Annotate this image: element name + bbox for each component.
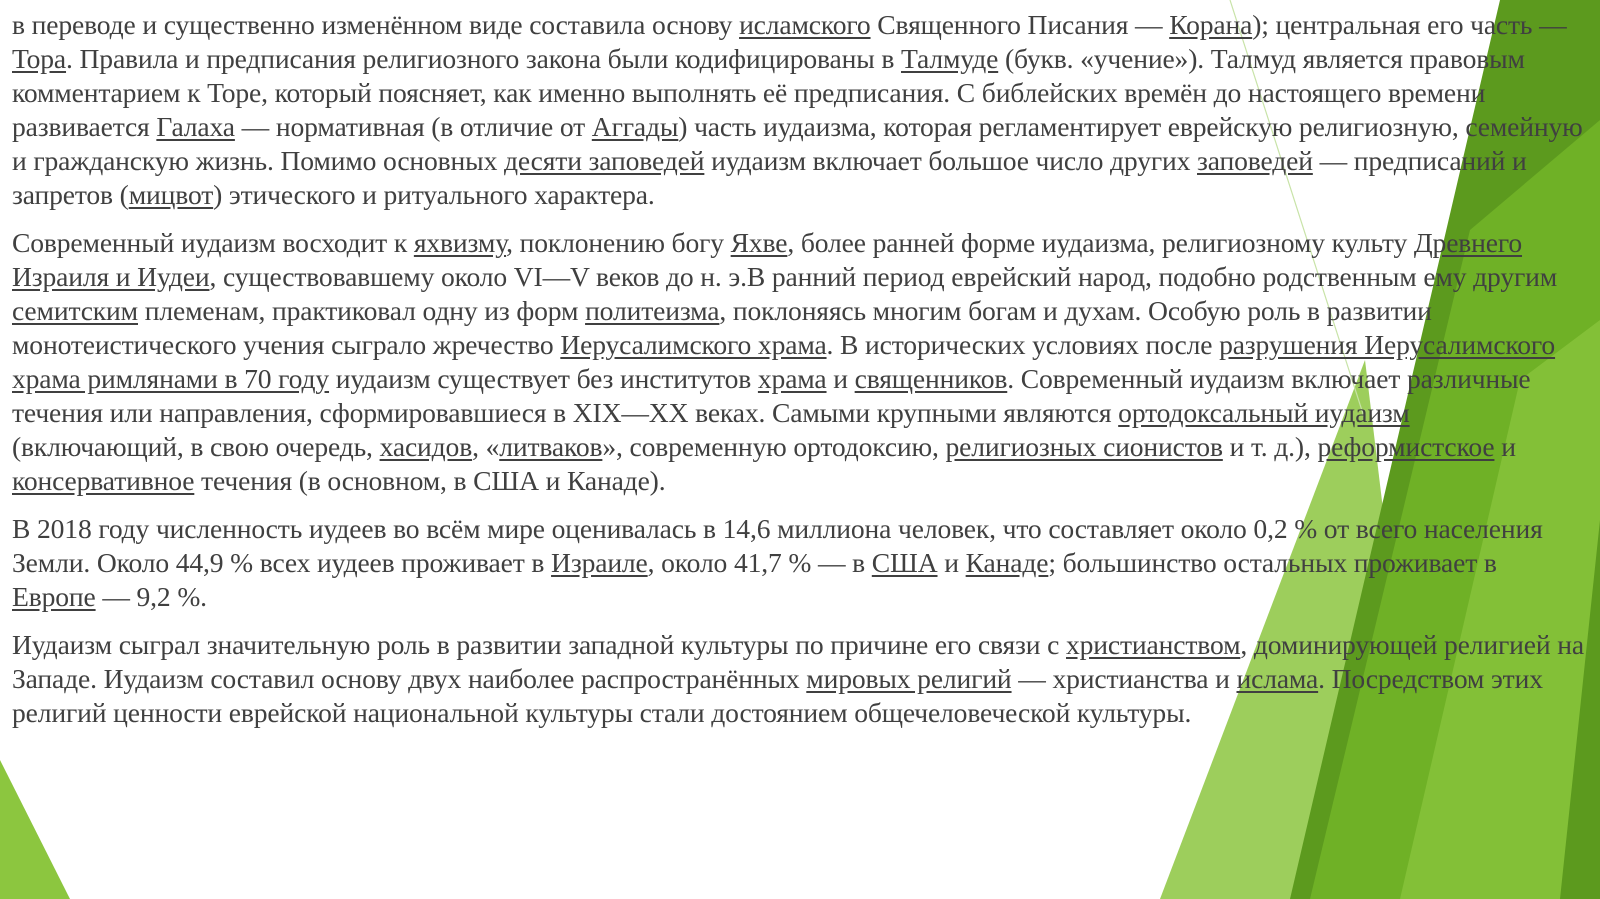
paragraph-4	[12, 628, 1587, 730]
hyperlink[interactable]: Иерусалимского храма	[560, 329, 827, 360]
hyperlink[interactable]: Корана	[1169, 9, 1253, 40]
hyperlink[interactable]: заповедей	[1197, 145, 1313, 176]
hyperlink[interactable]: храма	[757, 363, 827, 394]
text-run: и	[1494, 431, 1516, 462]
text-run: ) часть иудаизма, которая регламентирует еврейскую религиозную, семейную и гражданскую жизнь. Помимо основных	[12, 111, 1583, 176]
text-run: — 9,2 %.	[95, 581, 207, 612]
hyperlink[interactable]: политеизма	[585, 295, 720, 326]
text-run: и	[826, 363, 855, 394]
hyperlink[interactable]: консервативное	[12, 465, 195, 496]
hyperlink[interactable]: мировых религий	[806, 663, 1012, 694]
text-run: и	[937, 547, 966, 578]
hyperlink[interactable]: хасидов	[379, 431, 473, 462]
text-run: . В исторических условиях после	[826, 329, 1220, 360]
text-run: и т. д.),	[1222, 431, 1318, 462]
text-run: , около 41,7 % — в	[647, 547, 872, 578]
hyperlink[interactable]: Яхве	[730, 227, 788, 258]
hyperlink[interactable]: разрушения Иерусалимского храма римлянами в 70 году	[12, 329, 1556, 394]
hyperlink[interactable]: яхвизму	[413, 227, 507, 258]
hyperlink[interactable]: реформистское	[1317, 431, 1495, 462]
text-run: — предписаний и запретов (	[12, 145, 1527, 210]
paragraph-2	[12, 226, 1587, 498]
text-run: иудаизм существует без институтов	[329, 363, 758, 394]
text-run: течения (в основном, в США и Канаде).	[194, 465, 666, 496]
paragraph-3	[12, 512, 1587, 614]
hyperlink[interactable]: десяти заповедей	[503, 145, 705, 176]
hyperlink[interactable]: Талмуде	[901, 43, 999, 74]
text-run: , доминирующей религией на Западе. Иудаизм составил основу двух наиболее распространённых	[12, 629, 1584, 694]
text-run: . Посредством этих религий ценности еврейской национальной культуры стали достоянием общечеловеческой культуры.	[12, 663, 1543, 728]
facet-bottom-left	[0, 760, 70, 899]
text-run: иудаизм включает большое число других	[704, 145, 1198, 176]
hyperlink[interactable]: Канаде	[965, 547, 1049, 578]
hyperlink[interactable]: религиозных сионистов	[945, 431, 1223, 462]
hyperlink[interactable]: христианством	[1066, 629, 1241, 660]
text-run: ); центральная его часть —	[1252, 9, 1567, 40]
paragraph-1	[12, 8, 1587, 212]
text-run: », современную ортодоксию,	[602, 431, 946, 462]
hyperlink[interactable]: Тора	[12, 43, 67, 74]
hyperlink[interactable]: Древнего Израиля и Иудеи	[12, 227, 1523, 292]
text-run: . Современный иудаизм включает различные течения или направления, сформировавшиеся в XIX—XX веках. Самыми крупными являются	[12, 363, 1531, 428]
hyperlink[interactable]: ортодоксальный иудаизм	[1118, 397, 1410, 428]
hyperlink[interactable]: исламского	[739, 9, 871, 40]
hyperlink[interactable]: Европе	[12, 581, 96, 612]
hyperlink[interactable]: мицвот	[128, 179, 214, 210]
text-run: ; большинство остальных проживает в	[1048, 547, 1497, 578]
text-run: Современный иудаизм восходит к	[12, 227, 414, 258]
text-run: (букв. «учение»). Талмуд является правовым комментарием к Торе, который поясняет, как именно выполнять её предписания. С библейских времён до настоящего времени развивается	[12, 43, 1525, 142]
text-run: — христианства и	[1011, 663, 1237, 694]
hyperlink[interactable]: семитским	[12, 295, 138, 326]
hyperlink[interactable]: США	[871, 547, 938, 578]
text-run: — нормативная (в отличие от	[234, 111, 592, 142]
text-run: , существовавшему около VI—V веков до н. э.В ранний период еврейский народ, подобно родственным ему другим	[209, 261, 1558, 292]
text-run: Иудаизм сыграл значительную роль в развитии западной культуры по причине его связи с	[12, 629, 1066, 660]
text-run: , «	[472, 431, 500, 462]
hyperlink[interactable]: священников	[854, 363, 1008, 394]
text-run: В 2018 году численность иудеев во всём мире оценивалась в 14,6 миллиона человек, что составляет около 0,2 % от всего населения Земли. Около 44,9 % всех иудеев проживает в	[12, 513, 1543, 578]
hyperlink[interactable]: ислама	[1236, 663, 1319, 694]
hyperlink[interactable]: Израиле	[551, 547, 648, 578]
text-run: , поклонению богу	[506, 227, 731, 258]
text-run: в переводе и существенно изменённом виде составила основу	[12, 9, 740, 40]
text-run: . Правила и предписания религиозного закона были кодифицированы в	[66, 43, 902, 74]
slide-body-text	[12, 8, 1587, 744]
hyperlink[interactable]: Аггады	[591, 111, 679, 142]
text-run: Священного Писания —	[870, 9, 1170, 40]
text-run: (включающий, в свою очередь,	[12, 431, 380, 462]
hyperlink[interactable]: Галаха	[156, 111, 235, 142]
text-run: , поклоняясь многим богам и духам. Особую роль в развитии монотеистического учения сыграло жречество	[12, 295, 1432, 360]
text-run: ) этического и ритуального характера.	[213, 179, 655, 210]
text-run: племенам, практиковал одну из форм	[138, 295, 586, 326]
hyperlink[interactable]: литваков	[499, 431, 603, 462]
text-run: , более ранней форме иудаизма, религиозному культу	[787, 227, 1414, 258]
